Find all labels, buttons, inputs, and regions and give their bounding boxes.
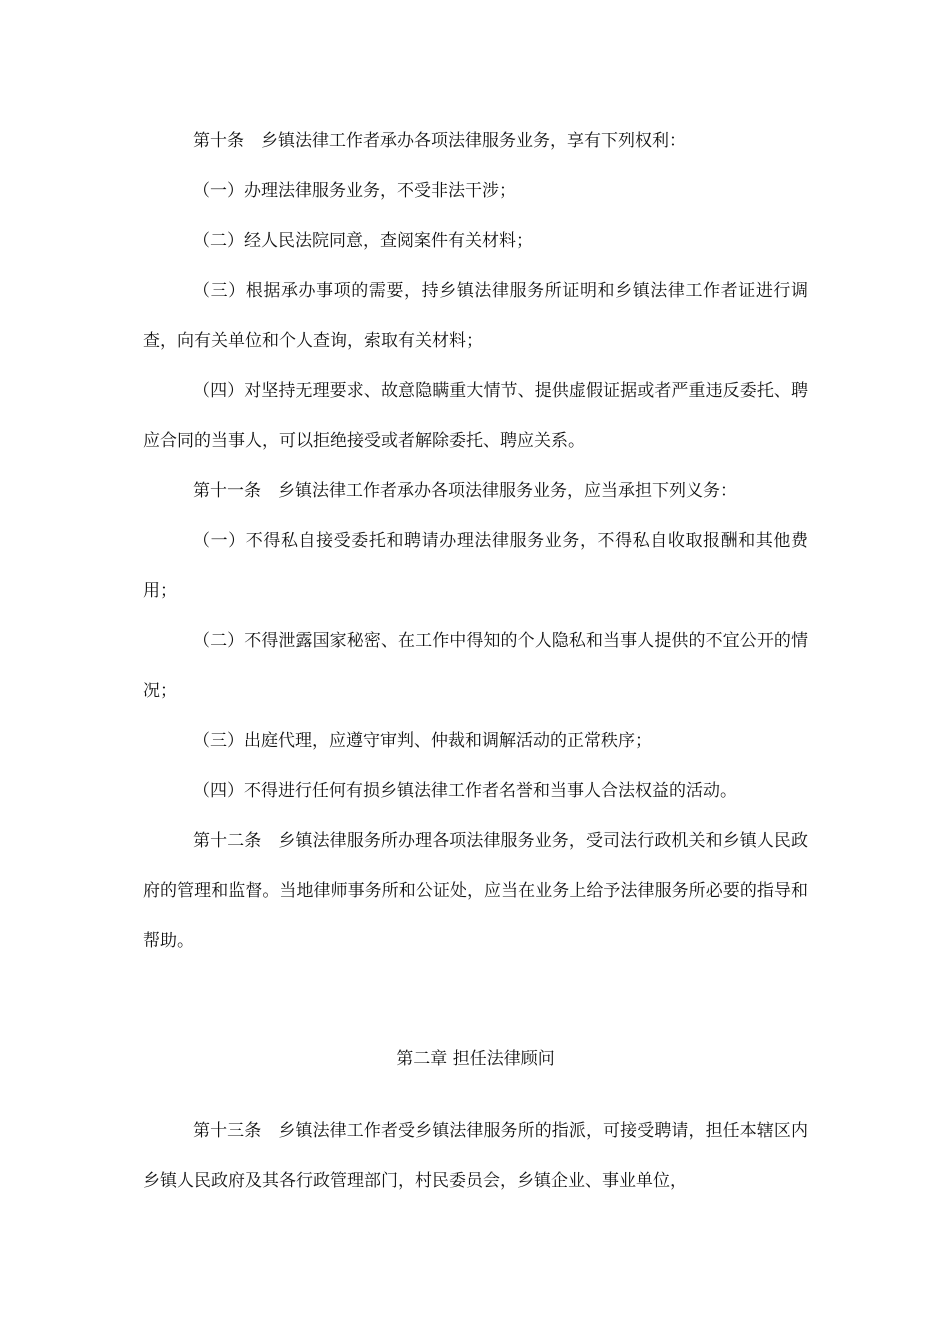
article-11-item-2: （二）不得泄露国家秘密、在工作中得知的个人隐私和当事人提供的不宜公开的情况； [143,631,808,701]
article-11-item-4: （四）不得进行任何有损乡镇法律工作者名誉和当事人合法权益的活动。 [193,781,737,801]
article-10-item-4: （四）对坚持无理要求、故意隐瞒重大情节、提供虚假证据或者严重违反委托、聘应合同的当事人，可以拒绝接受或者解除委托、聘应关系。 [143,381,808,451]
article-10-item-2: （二）经人民法院同意，查阅案件有关材料； [193,231,533,251]
article-11: 第十一条 乡镇法律工作者承办各项法律服务业务，应当承担下列义务： [193,481,737,501]
article-12: 第十二条 乡镇法律服务所办理各项法律服务业务，受司法行政机关和乡镇人民政府的管理和监督。当地律师事务所和公证处，应当在业务上给予法律服务所必要的指导和帮助。 [143,831,808,951]
article-11-item-1: （一）不得私自接受委托和聘请办理法律服务业务，不得私自收取报酬和其他费用； [143,531,808,601]
article-10: 第十条 乡镇法律工作者承办各项法律服务业务，享有下列权利： [193,131,686,151]
article-11-item-3: （三）出庭代理，应遵守审判、仲裁和调解活动的正常秩序； [193,731,652,751]
article-13: 第十三条 乡镇法律工作者受乡镇法律服务所的指派，可接受聘请，担任本辖区内乡镇人民政府及其各行政管理部门，村民委员会，乡镇企业、事业单位， [143,1121,808,1191]
chapter-heading: 第二章 担任法律顾问 [396,1049,555,1069]
article-10-item-3: （三）根据承办事项的需要，持乡镇法律服务所证明和乡镇法律工作者证进行调查，向有关单位和个人查询，索取有关材料； [143,281,808,351]
article-10-item-1: （一）办理法律服务业务，不受非法干涉； [193,181,516,201]
